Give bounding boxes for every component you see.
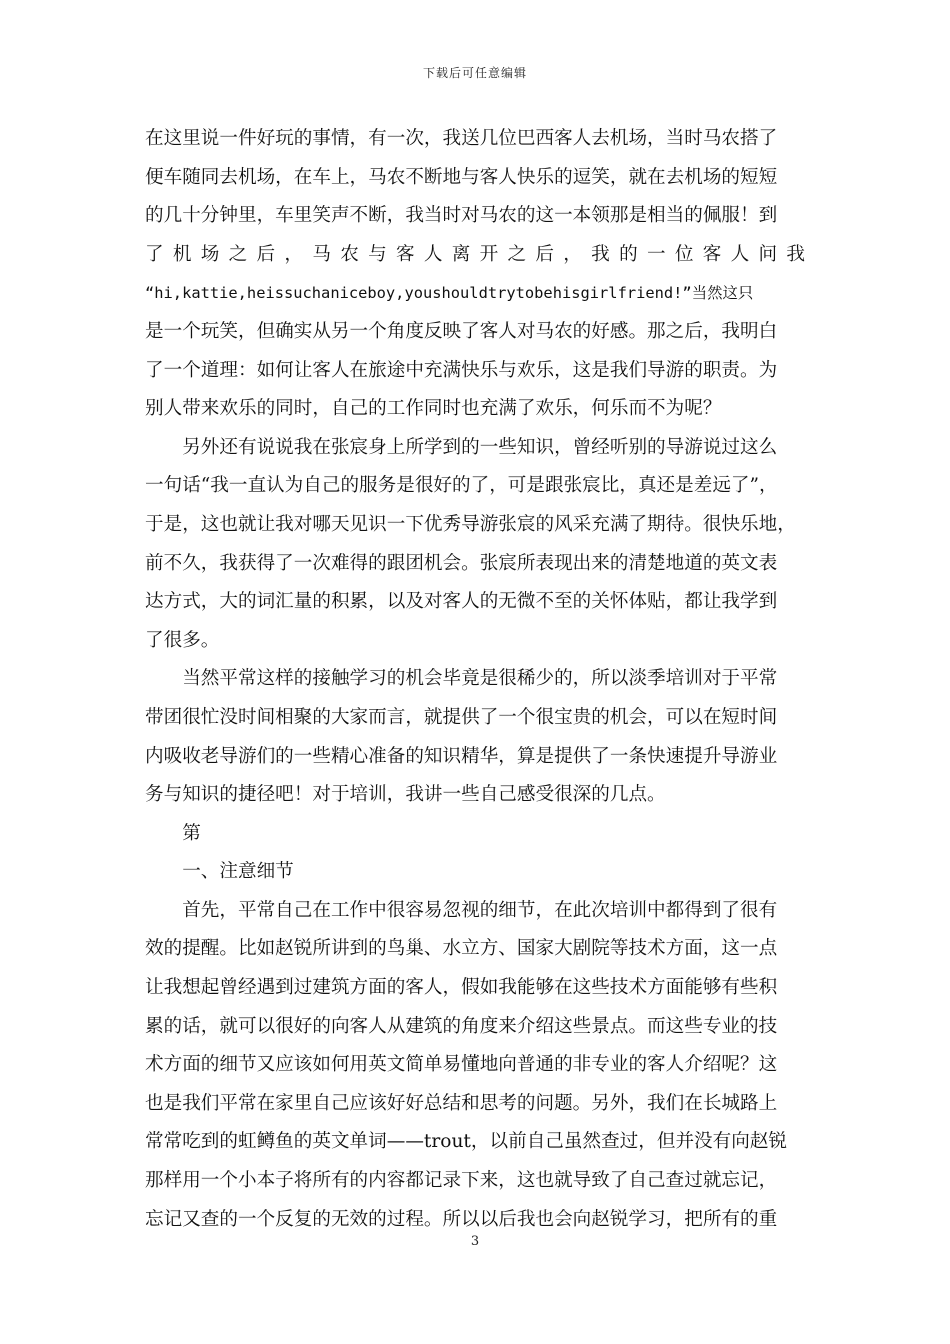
text-line: 达方式，大的词汇量的积累，以及对客人的无微不至的关怀体贴，都让我学到	[145, 591, 778, 613]
text-line: 前不久，我获得了一次难得的跟团机会。张宸所表现出来的清楚地道的英文表	[145, 552, 778, 574]
text-line: 忘记又查的一个反复的无效的过程。所以以后我也会向赵锐学习，把所有的重	[145, 1208, 778, 1230]
text-line: 首先，平常自己在工作中很容易忽视的细节，在此次培训中都得到了很有	[182, 899, 778, 921]
page-header: 下载后可任意编辑	[422, 66, 527, 80]
text-line: 务与知识的捷径吧！对于培训，我讲一些自己感受很深的几点。	[145, 784, 666, 806]
paragraph	[145, 120, 805, 429]
text-line: 了很多。	[145, 629, 220, 651]
text-line: 的几十分钟里，车里笑声不断，我当时对马农的这一本领那是相当的佩服！到	[145, 205, 778, 227]
text-line: 于是，这也就让我对哪天见识一下优秀导游张宸的风采充满了期待。很快乐地，	[145, 513, 796, 535]
text-line: 累的话，就可以很好的向客人从建筑的角度来介绍这些景点。而这些专业的技	[145, 1015, 778, 1037]
text-line: 一句话“我一直认为自己的服务是很好的了，可是跟张宸比，真还是差远了”，	[145, 475, 778, 497]
text-line: 常常吃到的虹鳟鱼的英文单词——trout，以前自己虽然查过，但并没有向赵锐	[145, 1131, 788, 1153]
section-heading	[145, 853, 805, 892]
paragraph	[145, 815, 805, 854]
paragraph	[145, 660, 805, 814]
text-line: 另外还有说说我在张宸身上所学到的一些知识，曾经听别的导游说过这么	[182, 436, 778, 458]
paragraph	[145, 429, 805, 661]
text-line: 在这里说一件好玩的事情，有一次，我送几位巴西客人去机场，当时马农搭了	[145, 128, 778, 149]
text-line: 是一个玩笑，但确实从另一个角度反映了客人对马农的好感。那之后，我明白	[145, 320, 778, 342]
text-line: 那样用一个小本子将所有的内容都记录下来，这也就导致了自己查过就忘记，	[145, 1170, 778, 1192]
text-line: 便车随同去机场，在车上，马农不断地与客人快乐的逗笑，就在去机场的短短	[145, 166, 778, 188]
paragraph	[145, 892, 805, 1239]
text-line: 当然平常这样的接触学习的机会毕竟是很稀少的，所以淡季培训对于平常	[182, 668, 778, 690]
text-line: 第	[182, 822, 201, 844]
text-line: 别人带来欢乐的同时，自己的工作同时也充满了欢乐，何乐而不为呢？	[145, 398, 722, 420]
text-line: “hi,kattie,heissuchaniceboy,youshouldtrytobehisgirlfriend!”当然这只	[145, 284, 754, 303]
text-line: 效的提醒。比如赵锐所讲到的鸟巢、水立方、国家大剧院等技术方面，这一点	[145, 938, 778, 960]
text-line: 带团很忙没时间相聚的大家而言，就提供了一个很宝贵的机会，可以在短时间	[145, 706, 778, 728]
text-line: 了一个道理：如何让客人在旅途中充满快乐与欢乐，这是我们导游的职责。为	[145, 359, 778, 381]
text-line: 一、注意细节	[182, 861, 294, 883]
text-line: 了机场之后，马农与客人离开之后，我的一位客人问我	[145, 243, 805, 265]
page-number: 3	[470, 1234, 480, 1249]
text-line: 也是我们平常在家里自己应该好好总结和思考的问题。另外，我们在长城路上	[145, 1092, 778, 1114]
text-line: 内吸收老导游们的一些精心准备的知识精华，算是提供了一条快速提升导游业	[145, 745, 778, 767]
text-line: 让我想起曾经遇到过建筑方面的客人，假如我能够在这些技术方面能够有些积	[145, 977, 778, 999]
document-body	[145, 120, 805, 1239]
text-line: 术方面的细节又应该如何用英文简单易懂地向普通的非专业的客人介绍呢？这	[145, 1054, 778, 1076]
